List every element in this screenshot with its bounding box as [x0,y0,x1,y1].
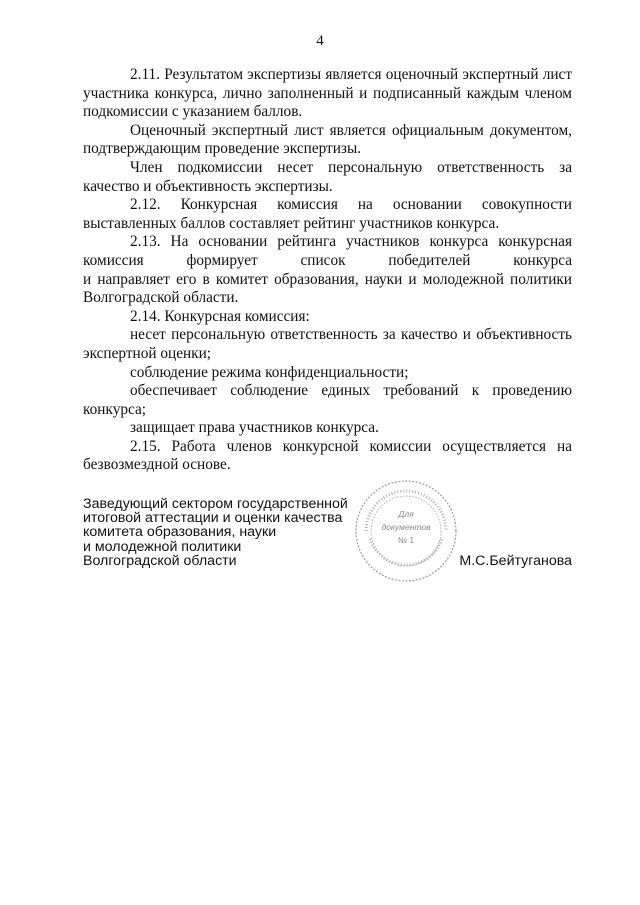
document-body [83,66,572,475]
paragraph-2-15: 2.15. Работа членов конкурсной комиссии осуществляется на безвозмездной основе. [83,437,572,474]
paragraph-member-responsibility: Член подкомиссии несет персональную ответственность за качество и объективность экспертизы. [83,158,572,195]
signatory-title [83,497,353,568]
stamp-text: Для [398,509,414,519]
official-stamp [354,479,458,583]
paragraph-2-13: 2.13. На основании рейтинга участников конкурса конкурсная комиссия формирует список победителей конкурса [83,233,572,269]
paragraph-2-11: 2.11. Результатом экспертизы является оценочный экспертный лист участника конкурса, лично заполненный и подписанный каждым членом подкомиссии с указанием баллов. [83,66,572,121]
paragraph-participant-rights: защищает права участников конкурса. [130,419,379,437]
signatory-title-line: итоговой аттестации и оценки качества [83,510,343,527]
paragraph-2-13-continued: и направляет его в комитет образования, науки и молодежной политики Волгоградской области. [83,270,572,307]
paragraph-2-14: 2.14. Конкурсная комиссия: [130,307,310,325]
signatory-title-line: Заведующий сектором государственной [83,496,348,512]
stamp-text: № 1 [397,535,415,545]
signatory-name: М.С.Бейтуганова [459,553,572,569]
paragraph-uniform-requirements: обеспечивает соблюдение единых требований к проведению конкурса; [83,382,572,418]
signature-block [83,497,572,577]
signatory-title-line: комитета образования, науки [83,524,277,541]
paragraph-2-12: 2.12. Конкурсная комиссия на основании совокупности выставленных баллов составляет рейтинг участников конкурса. [83,196,572,232]
paragraph-confidentiality: соблюдение режима конфиденциальности; [130,363,409,381]
paragraph-commission-responsibility: несет персональную ответственность за качество и объективность экспертной оценки; [83,326,572,362]
stamp-text: документов [381,522,431,532]
signatory-title-line: и молодежной политики [83,538,242,555]
signatory-title-line: Волгоградской области [83,552,237,569]
page-number: 4 [316,33,324,49]
paragraph-expert-sheet: Оценочный экспертный лист является официальным документом, подтверждающим проведение экспертизы. [83,121,572,158]
